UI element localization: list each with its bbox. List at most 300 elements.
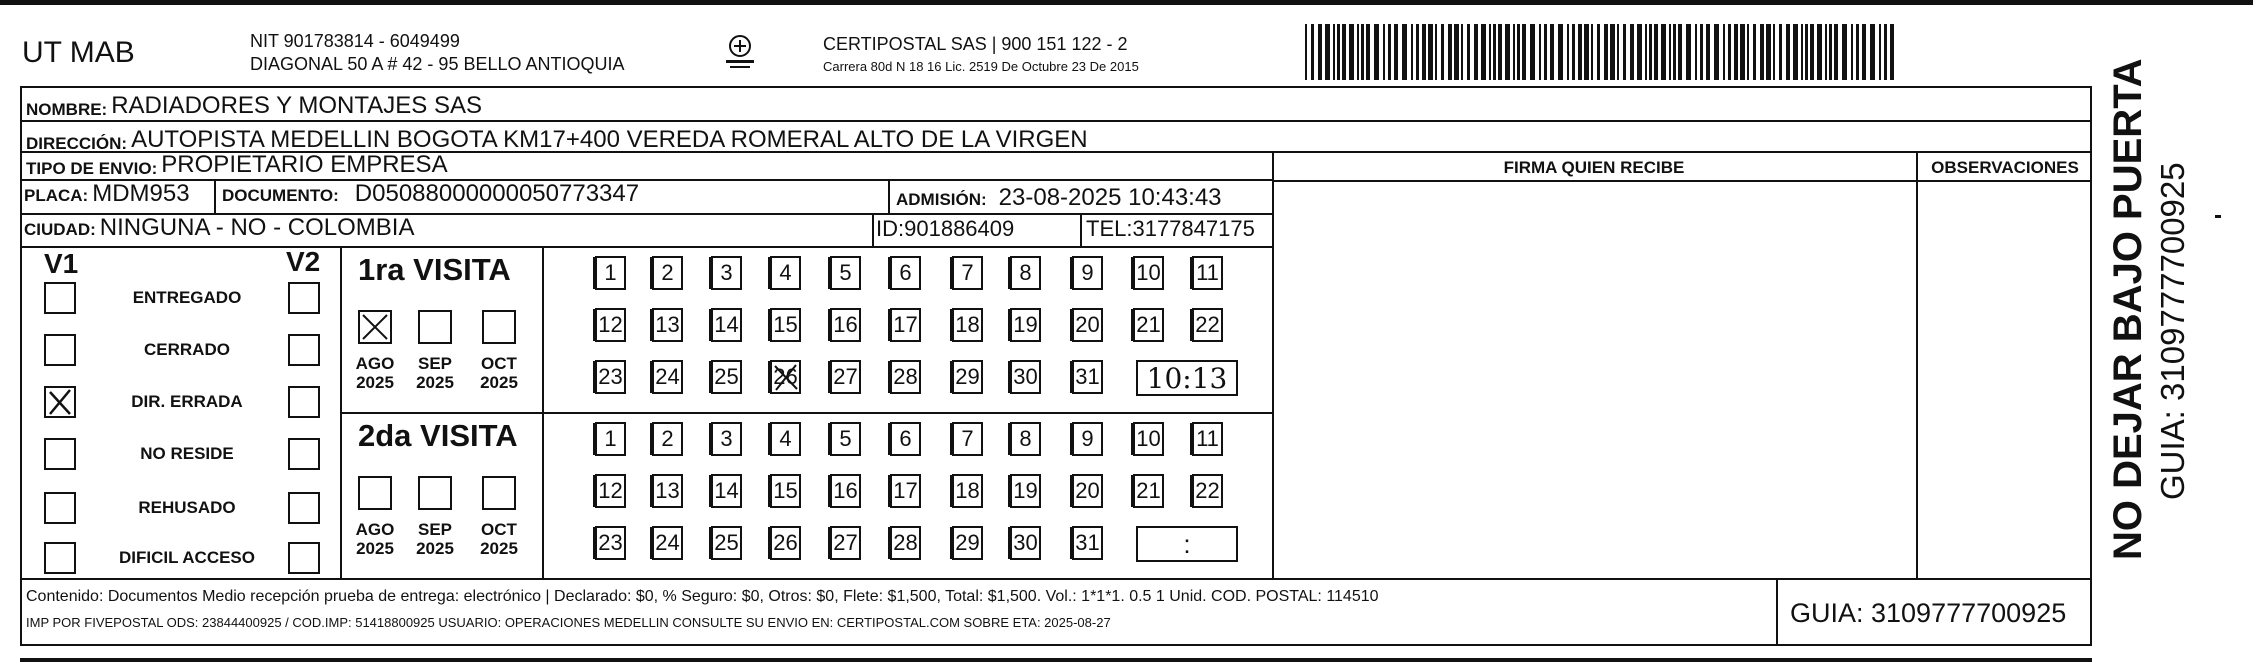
visit-title-2: 2da VISITA [358,418,518,453]
v2-checkbox-4[interactable] [288,492,320,524]
day-number: 9 [1081,260,1094,285]
day-number: 18 [955,478,980,503]
vline-guia [1776,578,1778,646]
day-number: 14 [714,312,739,337]
day-box-29[interactable] [952,526,983,560]
day-number: 16 [833,478,858,503]
barcode-bar [1669,24,1671,80]
x-mark-icon [360,312,390,342]
barcode-bar [1890,24,1894,80]
day-box-13[interactable] [652,474,683,508]
row-nombre [20,86,2092,120]
day-box-17[interactable] [890,474,921,508]
admision-value: 23-08-2025 10:43:43 [998,184,1222,211]
month-label [350,354,400,392]
v2-checkbox-1[interactable] [288,334,320,366]
day-box-21[interactable] [1133,308,1164,342]
day-box-4[interactable] [770,256,801,290]
barcode-bar [1567,24,1569,80]
barcode-bar [1879,24,1881,80]
day-number: 10 [1136,260,1161,285]
day-number: 3 [720,260,733,285]
barcode-bar [1357,24,1359,80]
day-box-31[interactable] [1072,360,1103,394]
month-label [410,520,460,558]
barcode-bar [1461,24,1463,80]
v2-checkbox-2[interactable] [288,386,320,418]
day-box-16[interactable] [830,308,861,342]
barcode-bar [1610,24,1615,80]
placa-label: PLACA: [24,186,89,205]
day-number: 23 [598,364,623,389]
hdivider-firma [1272,180,2092,182]
barcode-bar [1517,24,1520,80]
barcode-bar [1597,24,1600,80]
day-box-24[interactable] [652,360,683,394]
barcode-bar [1454,24,1459,80]
day-box-15[interactable] [770,474,801,508]
barcode-bar [1856,24,1859,80]
nombre-label: NOMBRE: [26,100,108,119]
month-label [350,520,400,558]
day-box-7[interactable] [952,422,983,456]
footer-guia: GUIA: 3109777700925 [1790,598,2067,628]
day-number: 25 [714,364,739,389]
bottom-border [20,658,2092,662]
day-number: 19 [1013,312,1038,337]
day-box-3[interactable] [711,422,742,456]
day-number: 3 [720,426,733,451]
month-checkbox[interactable] [482,310,516,344]
certipostal-logo [720,32,760,72]
barcode-bar [1645,24,1647,80]
day-box-12[interactable] [595,474,626,508]
day-number: 17 [893,478,918,503]
status-label: REHUSADO [138,498,236,517]
day-number: 13 [655,478,680,503]
day-number: 15 [773,312,798,337]
v1-checkbox-5[interactable] [44,542,76,574]
barcode-bar [1584,24,1589,80]
v2-checkbox-0[interactable] [288,282,320,314]
day-box-2[interactable] [652,256,683,290]
day-number: 11 [1196,260,1219,285]
barcode-bar [1649,24,1652,80]
barcode-bar [1441,24,1444,80]
month-name: SEP [417,354,453,373]
barcode-bar [1530,24,1535,80]
barcode-bar [1786,24,1790,80]
barcode-bar [1604,24,1608,80]
documento-label: DOCUMENTO: [222,186,339,205]
day-box-7[interactable] [952,256,983,290]
v2-checkbox-3[interactable] [288,438,320,470]
day-box-10[interactable] [1133,422,1164,456]
company-address: DIAGONAL 50 A # 42 - 95 BELLO ANTIOQUIA [250,54,625,74]
barcode-bar [1572,24,1575,80]
hline-1 [20,179,1274,181]
day-number: 1 [604,426,617,451]
day-number: 15 [773,478,798,503]
v1-checkbox-0[interactable] [44,282,76,314]
day-box-28[interactable] [890,526,921,560]
day-box-22[interactable] [1192,308,1223,342]
v1-header: V1 [44,248,79,279]
barcode-bar [1539,24,1541,80]
day-number: 20 [1075,478,1100,503]
barcode-bar [1550,24,1554,80]
barcode-bar [1422,24,1426,80]
month-year: 2025 [480,539,518,558]
day-box-20[interactable] [1072,474,1103,508]
barcode-bar [1723,24,1725,80]
day-number: 6 [899,260,912,285]
barcode-bar [1678,24,1682,80]
nombre-value: RADIADORES Y MONTAJES SAS [111,92,482,119]
barcode-bar [1337,24,1340,80]
day-number: 23 [598,530,623,555]
day-box-9[interactable] [1072,422,1103,456]
month-year: 2025 [356,539,394,558]
hline-footer [20,578,2092,580]
direccion-label: DIRECCIÓN: [26,134,128,153]
day-box-2[interactable] [652,422,683,456]
barcode-bar [1342,24,1346,80]
day-box-31[interactable] [1072,526,1103,560]
status-label: DIR. ERRADA [131,392,243,411]
x-mark-icon [46,388,74,416]
day-box-20[interactable] [1072,308,1103,342]
month-checkbox[interactable] [358,476,392,510]
day-box-26[interactable] [770,526,801,560]
day-number: 29 [955,364,980,389]
v1-checkbox-1[interactable] [44,334,76,366]
day-number: 30 [1013,364,1038,389]
documento-group [222,180,639,208]
row-direccion [20,120,2092,154]
day-number: 30 [1013,530,1038,555]
day-number: 31 [1075,530,1100,555]
tel-label: TEL: [1086,216,1133,241]
company-name: UT MAB [22,36,135,69]
day-number: 12 [598,312,623,337]
day-number: 9 [1081,426,1094,451]
day-box-4[interactable] [770,422,801,456]
month-checkbox[interactable] [418,310,452,344]
month-year: 2025 [416,373,454,392]
day-box-8[interactable] [1010,422,1041,456]
top-border [0,0,2253,5]
side-warning: NO DEJAR BAJO PUERTA [2106,58,2150,560]
day-number: 12 [598,478,623,503]
day-box-14[interactable] [711,308,742,342]
barcode [1305,24,1895,80]
side-mark [2215,215,2221,218]
barcode-bar [1394,24,1398,80]
month-year: 2025 [416,539,454,558]
status-label: NO RESIDE [140,444,234,463]
day-box-1[interactable] [595,256,626,290]
barcode-bar [1591,24,1593,80]
day-number: 1 [604,260,617,285]
barcode-bar [1428,24,1433,80]
status-label: CERRADO [144,340,230,359]
day-box-27[interactable] [830,360,861,394]
barcode-bar [1747,24,1749,80]
barcode-bar [1661,24,1666,80]
barcode-bar [1829,24,1832,80]
day-number: 22 [1195,312,1220,337]
day-box-15[interactable] [770,308,801,342]
barcode-bar [1817,24,1822,80]
barcode-bar [1318,24,1322,80]
month-year: 2025 [480,373,518,392]
tipo-value: PROPIETARIO EMPRESA [161,151,448,178]
vdivider-firma [1272,151,1274,578]
visit-time-field[interactable] [1136,360,1238,396]
carrier-name: CERTIPOSTAL SAS | 900 151 122 - 2 [823,34,1128,54]
v1-checkbox-2[interactable] [44,386,76,418]
day-box-18[interactable] [952,308,983,342]
ciudad-label: CIUDAD: [24,220,96,239]
barcode-bar [1325,24,1330,80]
day-box-3[interactable] [711,256,742,290]
day-number: 27 [833,364,858,389]
ciudad-value: NINGUNA - NO - COLOMBIA [99,214,415,241]
day-number: 8 [1019,260,1032,285]
barcode-bar [1673,24,1676,80]
x-mark-icon [772,362,800,398]
placa-value: MDM953 [92,180,190,207]
day-box-11[interactable] [1192,422,1223,456]
barcode-bar [1402,24,1407,80]
day-box-27[interactable] [830,526,861,560]
barcode-bar [1753,24,1756,80]
month-name: SEP [417,520,453,539]
day-box-23[interactable] [595,360,626,394]
day-box-14[interactable] [711,474,742,508]
direccion-value: AUTOPISTA MEDELLIN BOGOTA KM17+400 VEREDA ROMERAL ALTO DE LA VIRGEN [131,126,1088,153]
day-box-19[interactable] [1010,308,1041,342]
barcode-bar [1810,24,1814,80]
barcode-bar [1305,24,1307,80]
day-box-9[interactable] [1072,256,1103,290]
barcode-bar [1448,24,1452,80]
barcode-bar [1842,24,1847,80]
barcode-bar [1630,24,1634,80]
id-label: ID: [876,216,905,241]
barcode-bar [1695,24,1697,80]
day-number: 26 [773,530,798,555]
day-number: 28 [893,530,918,555]
barcode-bar [1366,24,1370,80]
day-number: 17 [893,312,918,337]
month-checkbox[interactable] [418,476,452,510]
vline-id [872,214,874,246]
day-number: 4 [779,260,792,285]
barcode-bar [1435,24,1437,80]
barcode-bar [1513,24,1515,80]
month-name: AGO [355,520,395,539]
day-box-23[interactable] [595,526,626,560]
day-box-24[interactable] [652,526,683,560]
day-box-28[interactable] [890,360,921,394]
barcode-bar [1416,24,1419,80]
day-box-25[interactable] [711,360,742,394]
day-box-25[interactable] [711,526,742,560]
footer-contenido: Contenido: Documentos Medio recepción prueba de entrega: electrónico | Declarado: $0, % Seguro: $0, Otros: $0, Flete: $1,500, Total: $1,500. Vol.: 1*1*1. 0.5 1 Unid. COD. POSTAL: 114510 [26,588,1379,605]
ciudad-group [24,214,414,242]
vline-placa [214,180,216,214]
day-box-5[interactable] [830,256,861,290]
barcode-bar [1834,24,1838,80]
hline-visit [340,412,1274,414]
barcode-bar [1805,24,1808,80]
day-box-12[interactable] [595,308,626,342]
day-box-21[interactable] [1133,474,1164,508]
barcode-bar [1793,24,1798,80]
carrier-address: Carrera 80d N 18 16 Lic. 2519 De Octubre 23 De 2015 [823,59,1139,74]
month-label [410,354,460,392]
barcode-bar [1617,24,1619,80]
barcode-bar [1851,24,1853,80]
barcode-bar [1714,24,1719,80]
id-value: 901886409 [904,216,1015,241]
day-number: 25 [714,530,739,555]
day-box-11[interactable] [1192,256,1223,290]
tipo-label: TIPO DE ENVIO: [26,159,158,178]
status-label: DIFICIL ACCESO [118,548,255,567]
barcode-bar [1383,24,1385,80]
day-box-8[interactable] [1010,256,1041,290]
day-number: 4 [779,426,792,451]
month-label [474,520,524,558]
barcode-bar [1522,24,1526,80]
day-number: 18 [955,312,980,337]
day-number: 28 [893,364,918,389]
barcode-bar [1706,24,1710,80]
side-guia: GUIA: 3109777700925 [2154,162,2191,500]
month-checkbox[interactable] [482,476,516,510]
barcode-bar [1728,24,1731,80]
day-box-5[interactable] [830,422,861,456]
month-name: OCT [481,520,517,539]
visit-time-field[interactable] [1136,526,1238,562]
barcode-bar [1558,24,1563,80]
id-group [876,216,1014,242]
day-number: 21 [1136,478,1161,503]
barcode-bar [1884,24,1887,80]
barcode-bar [1578,24,1582,80]
day-number: 2 [661,260,674,285]
barcode-bar [1498,24,1502,80]
barcode-bar [1474,24,1478,80]
day-number: 20 [1075,312,1100,337]
v2-header: V2 [286,246,321,277]
day-number: 22 [1195,478,1220,503]
v1-checkbox-4[interactable] [44,492,76,524]
day-box-13[interactable] [652,308,683,342]
footer-imp: IMP POR FIVEPOSTAL ODS: 23844400925 / COD.IMP: 51418800925 USUARIO: OPERACIONES MEDELLIN CONSULTE SU ENVIO EN: CERTIPOSTAL.COM SOBRE ETA: 2025-08-27 [26,615,1111,630]
placa-group [24,180,190,208]
barcode-bar [1740,24,1745,80]
day-number: 6 [899,426,912,451]
day-number: 8 [1019,426,1032,451]
day-box-26[interactable] [770,360,801,394]
day-box-6[interactable] [890,256,921,290]
barcode-bar [1361,24,1364,80]
month-name: OCT [481,354,517,373]
day-box-29[interactable] [952,360,983,394]
v2-checkbox-5[interactable] [288,542,320,574]
day-number: 24 [655,364,680,389]
barcode-bar [1825,24,1827,80]
day-number: 5 [839,426,852,451]
day-box-18[interactable] [952,474,983,508]
visit-time-value: 10:13 [1146,361,1228,395]
company-nit: NIT 901783814 - 6049499 [250,31,460,51]
barcode-bar [1493,24,1496,80]
barcode-bar [1311,24,1314,80]
status-label: ENTREGADO [132,288,242,307]
day-box-19[interactable] [1010,474,1041,508]
day-box-16[interactable] [830,474,861,508]
day-box-30[interactable] [1010,360,1041,394]
barcode-bar [1481,24,1486,80]
day-box-22[interactable] [1192,474,1223,508]
day-box-6[interactable] [890,422,921,456]
barcode-bar [1801,24,1803,80]
day-number: 13 [655,312,680,337]
barcode-bar [1686,24,1691,80]
month-label [474,354,524,392]
barcode-bar [1467,24,1470,80]
barcode-bar [1734,24,1738,80]
day-number: 19 [1013,478,1038,503]
day-number: 7 [961,426,974,451]
day-number: 27 [833,530,858,555]
day-number: 31 [1075,364,1100,389]
visit-title-1: 1ra VISITA [358,252,511,287]
day-number: 24 [655,530,680,555]
barcode-bar [1333,24,1335,80]
day-box-1[interactable] [595,422,626,456]
day-box-17[interactable] [890,308,921,342]
barcode-bar [1544,24,1547,80]
month-name: AGO [355,354,395,373]
day-number: 5 [839,260,852,285]
v1-checkbox-3[interactable] [44,438,76,470]
tel-value: 3177847175 [1132,216,1255,241]
hline-3 [20,246,1274,248]
barcode-bar [1489,24,1491,80]
day-number: 11 [1196,426,1219,451]
month-checkbox[interactable] [358,310,392,344]
firma-header: FIRMA QUIEN RECIBE [1503,158,1685,177]
tel-group [1086,216,1255,242]
barcode-bar [1374,24,1379,80]
day-box-10[interactable] [1133,256,1164,290]
day-number: 7 [961,260,974,285]
barcode-bar [1700,24,1703,80]
day-number: 14 [714,478,739,503]
barcode-bar [1505,24,1510,80]
admision-label: ADMISIÓN: [896,190,987,209]
vline-tel [1080,214,1082,246]
barcode-bar [1388,24,1391,80]
month-year: 2025 [356,373,394,392]
day-box-30[interactable] [1010,526,1041,560]
